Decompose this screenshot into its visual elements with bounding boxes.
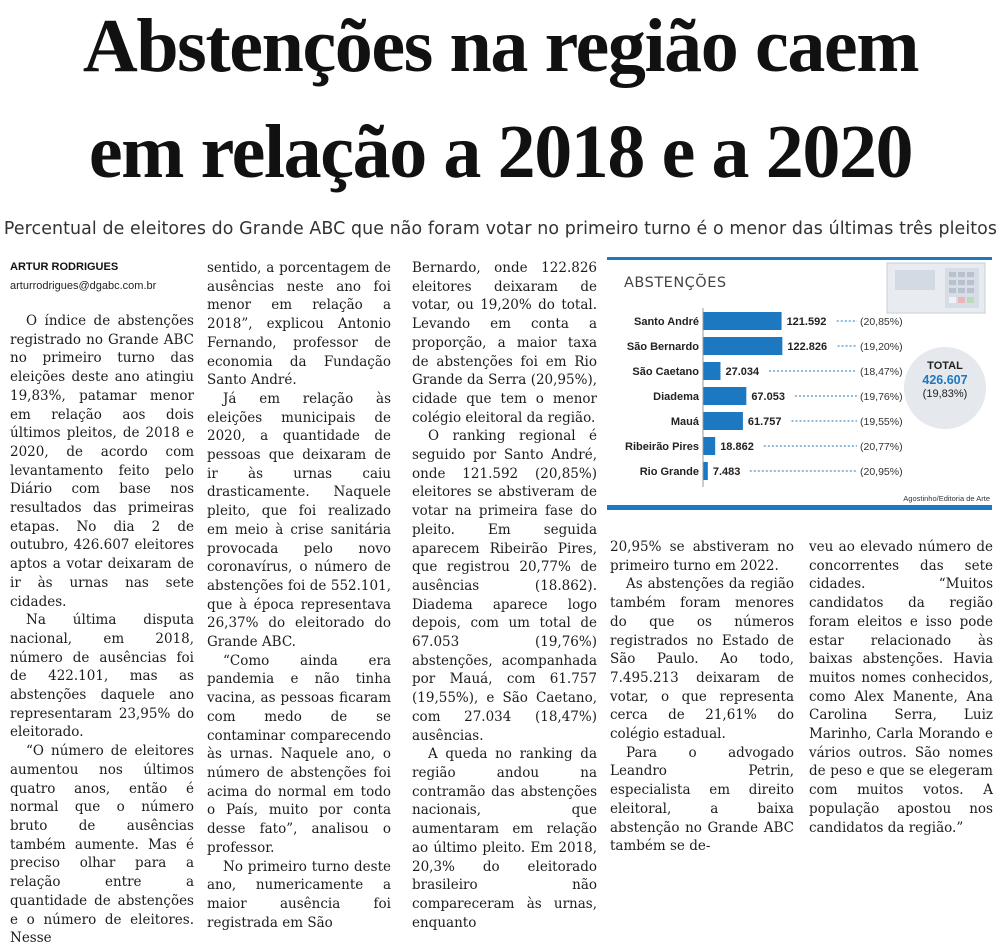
- category-label: Diadema: [653, 391, 699, 403]
- category-label: Mauá: [670, 416, 699, 428]
- paragraph: 20,95% se abstiveram no primeiro turno em 2022.: [610, 539, 794, 574]
- total-value: 426.607: [922, 373, 968, 387]
- chart-title: ABSTENÇÕES: [624, 275, 727, 291]
- ballot-box-icon: [887, 263, 985, 313]
- category-label: Ribeirão Pires: [625, 441, 699, 453]
- percent-label: (20,77%): [860, 441, 903, 453]
- author-name: ARTUR RODRIGUES: [10, 261, 119, 273]
- category-label: São Bernardo: [626, 341, 699, 353]
- bar: [703, 312, 782, 330]
- bar: [703, 437, 715, 455]
- bar: [703, 362, 720, 380]
- value-label: 67.053: [751, 391, 785, 403]
- bar: [703, 337, 782, 355]
- category-label: Santo André: [634, 316, 699, 328]
- value-label: 61.757: [747, 416, 782, 428]
- percent-label: (19,55%): [860, 416, 903, 428]
- headline-line-1: Abstenções na região caem: [82, 4, 919, 88]
- paragraph: “Como ainda era pandemia e não tinha vacina, as pessoas ficaram com medo de se contaminar comparecendo às urnas. Naquele ano, o número de abstenções foi acima do normal em todo o País, muito por conta desse fato”, analisou o professor.: [207, 652, 391, 856]
- bar: [703, 412, 743, 430]
- article-column-5: [809, 538, 993, 837]
- paragraph: Bernardo, onde 122.826 eleitores deixaram de votar, ou 19,20% do total. Levando em conta a proporção, a maior taxa de abstenções foi em Rio Grande da Serra (20,95%), cidade que tem o menor colégio eleitoral da região.: [412, 260, 597, 426]
- paragraph: As abstenções da região também foram menores do que os números registrados no Estado de São Paulo. Ao todo, 7.495.213 deixaram de votar, o que representa cerca de 21,61% do colégio estadual.: [610, 576, 794, 743]
- percent-label: (20,85%): [860, 316, 903, 328]
- article-column-4: [610, 538, 794, 856]
- paragraph: Na última disputa nacional, em 2018, número de ausências foi de 422.101, mas as abstenções daquele ano representaram 23,95% do eleitorado.: [10, 612, 194, 741]
- category-label: São Caetano: [632, 366, 699, 378]
- paragraph: O índice de abstenções registrado no Grande ABC no primeiro turno das eleições deste ano atingiu 19,83%, patamar menor em relação aos dois últimos pleitos, de 2018 e 2020, de acordo com levantamento feito pelo Diário com base nos resultados das primeiras etapas. No dia 2 de outubro, 426.607 eleitores aptos a votar deixaram de ir às urnas nas sete cidades.: [10, 313, 194, 610]
- value-label: 18.862: [720, 441, 754, 453]
- percent-label: (18,47%): [860, 366, 903, 378]
- graphic-credit: Agostinho/Editoria de Arte: [903, 494, 990, 503]
- author-email[interactable]: arturrodrigues@dgabc.com.br: [10, 280, 157, 292]
- article-column-2: [207, 259, 391, 932]
- value-label: 7.483: [712, 466, 741, 478]
- paragraph: sentido, a porcentagem de ausências neste ano foi menor em relação a 2018”, explicou Antonio Fernando, professor de economia da Fundação Santo André.: [207, 260, 391, 389]
- paragraph: O ranking regional é seguido por Santo André, onde 121.592 (20,85%) eleitores se abstiveram de votar na primeira fase do pleito. Em seguida aparecem Ribeirão Pires, que registrou 20,77% de ausências (18.862). Diadema aparece logo depois, com um total de 67.053 (19,76%) abstenções, acompanhada por Mauá, com 61.757 (19,55%), e São Caetano, com 27.034 (18,47%) ausências.: [412, 428, 597, 744]
- subtitle: Percentual de eleitores do Grande ABC que não foram votar no primeiro turno é o menor das últimas três pleitos: [3, 219, 998, 239]
- bar: [703, 462, 708, 480]
- headline-line-2: em relação a 2018 e a 2020: [88, 110, 913, 194]
- total-badge: [904, 347, 986, 429]
- value-label: 121.592: [786, 316, 827, 328]
- value-label: 27.034: [725, 366, 760, 378]
- paragraph: “O número de eleitores aumentou nos últimos quatro anos, então é normal que o número bruto de ausências também aumente. Mas é preciso olhar para a relação entre a quantidade de abstenções e o número de eleitores. Nesse: [10, 743, 194, 947]
- paragraph: Para o advogado Leandro Petrin, especialista em direito eleitoral, a baixa abstenção no Grande ABC também se de-: [610, 744, 794, 855]
- total-label: TOTAL: [927, 360, 963, 372]
- paragraph: A queda no ranking da região andou na contramão das abstenções nacionais, que aumentaram em relação ao último pleito. Em 2018, 20,3% do eleitorado brasileiro não compareceram às urnas, enquanto: [412, 746, 597, 931]
- percent-label: (19,20%): [860, 341, 903, 353]
- bar: [703, 387, 746, 405]
- percent-label: (20,95%): [860, 466, 903, 478]
- value-label: 122.826: [787, 341, 828, 353]
- paragraph: Já em relação às eleições municipais de 2020, a quantidade de pessoas que deixaram de ir às urnas caiu drasticamente. Naquele pleito, que foi realizado em meio à crise sanitária provocada pelo novo coronavírus, o número de abstenções foi de 552.101, que à época representava 26,37% do eleitorado do Grande ABC.: [207, 390, 391, 651]
- paragraph: veu ao elevado número de concorrentes das sete cidades. “Muitos candidatos da região foram eleitos e isso pode estar relacionado às baixas abstenções. Havia muitos nomes conhecidos, como Alex Manente, Ana Carolina Serra, Luiz Marinho, Carla Morando e vários outros. São nomes de peso e que se elegeram com muitos votos. A população apostou nos candidatos da região.”: [809, 539, 993, 836]
- total-percent: (19,83%): [922, 388, 968, 400]
- article-column-1: [10, 312, 194, 948]
- article-column-3: [412, 259, 597, 932]
- percent-label: (19,76%): [860, 391, 903, 403]
- abstention-infographic: [607, 257, 992, 510]
- paragraph: No primeiro turno deste ano, numericamente a maior ausência foi registrada em São: [207, 858, 391, 931]
- category-label: Rio Grande: [639, 466, 699, 478]
